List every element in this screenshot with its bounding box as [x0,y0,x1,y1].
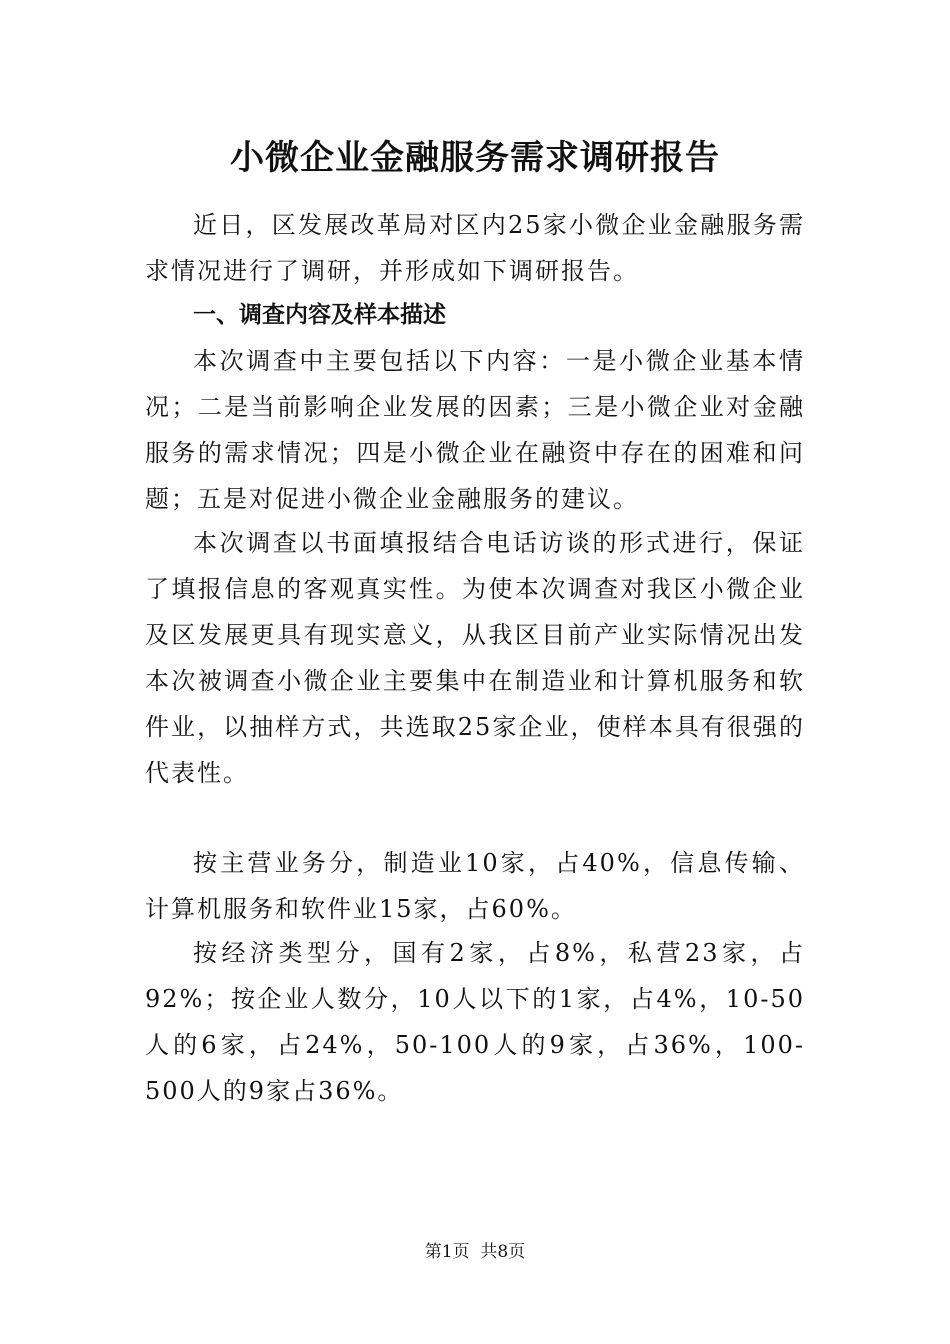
page-total: 共8页 [480,1242,526,1262]
page-footer [0,1240,950,1264]
paragraph-intro: 近日，区发展改革局对区内25家小微企业金融服务需求情况进行了调研，并形成如下调研报告。 [145,211,805,285]
paragraph-method: 本次调查以书面填报结合电话访谈的形式进行，保证了填报信息的客观真实性。为使本次调查对我区小微企业及区发展更具有现实意义，从我区目前产业实际情况出发本次被调查小微企业主要集中在制造业和计算机服务和软件业，以抽样方式，共选取25家企业，使样本具有很强的代表性。 [145,529,805,787]
paragraph-content: 本次调查中主要包括以下内容：一是小微企业基本情况；二是当前影响企业发展的因素；三是小微企业对金融服务的需求情况；四是小微企业在融资中存在的困难和问题；五是对促进小微企业金融服务的建议。 [145,347,805,513]
paragraph-economy: 按经济类型分，国有2家，占8%，私营23家，占92%；按企业人数分，10人以下的1家，占4%，10-50人的6家，占24%，50-100人的9家，占36%，100-500人的9家占36%。 [145,939,805,1105]
page-spacer [470,1242,481,1262]
page-current: 第1页 [424,1242,470,1262]
document-title: 小微企业金融服务需求调研报告 [230,138,720,178]
section-heading: 一、调查内容及样本描述 [193,302,446,328]
paragraph-business: 按主营业务分，制造业10家，占40%，信息传输、计算机服务和软件业15家，占60%。 [145,849,805,923]
